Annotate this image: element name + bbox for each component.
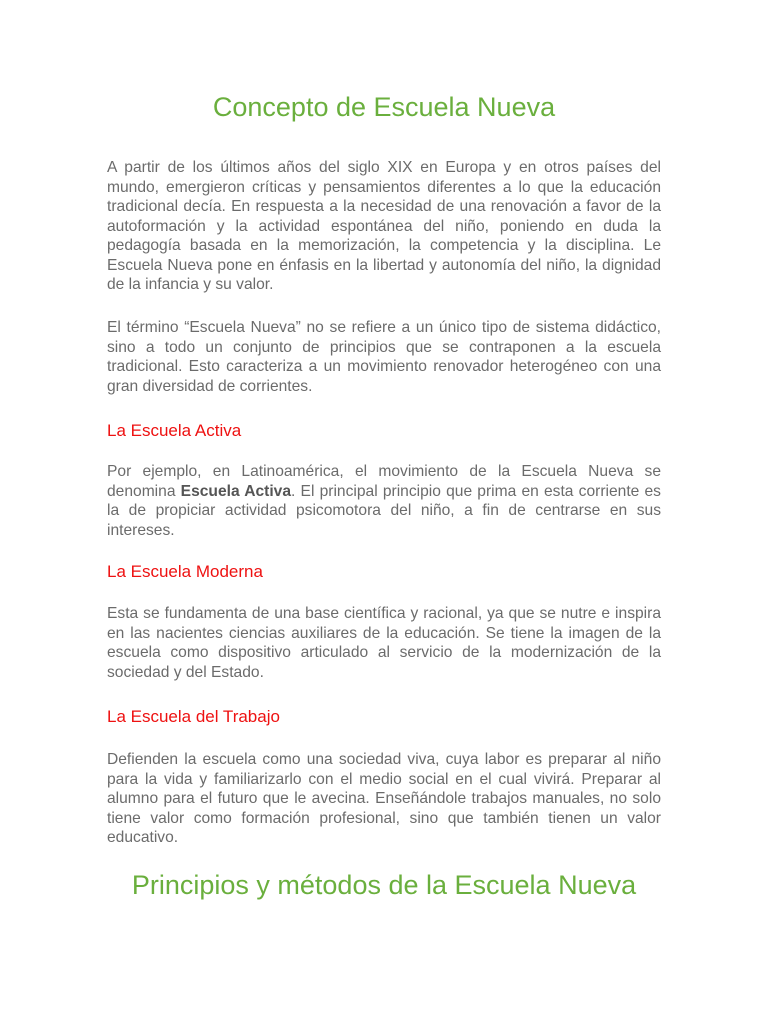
escuela-activa-bold-term: Escuela Activa [180, 482, 292, 500]
escuela-moderna-paragraph: Esta se fundamenta de una base científica y racional, ya que se nutre e inspira en las nacientes ciencias auxiliares de la educación. Se tiene la imagen de la escuela como dispositivo articulado al servicio de la modernización de la sociedad y del Estado. [107, 605, 661, 681]
escuela-activa-text-after: . El principal principio que prima en esta corriente es la de propiciar actividad psicomotora del niño, a fin de centrarse en sus intereses. [107, 482, 661, 539]
section-title-principios: Principios y métodos de la Escuela Nueva [131, 870, 637, 900]
escuela-activa-text-before: Por ejemplo, en Latinoamérica, el movimiento de la Escuela Nueva se denomina [107, 463, 661, 500]
escuela-trabajo-paragraph: Defienden la escuela como una sociedad viva, cuya labor es preparar al niño para la vida y familiarizarlo con el medio social en el cual vivirá. Preparar al alumno para el futuro que le avecina. Enseñándole trabajos manuales, no solo tiene valor como formación profesional, sino que también tienen un valor educativo. [107, 751, 661, 846]
termino-paragraph: El término “Escuela Nueva” no se refiere a un único tipo de sistema didáctico, sino a todo un conjunto de principios que se contraponen a la escuela tradicional. Esto caracteriza a un movimiento renovador heterogéneo con una gran diversidad de corrientes. [107, 319, 661, 395]
escuela-trabajo-heading: La Escuela del Trabajo [107, 707, 280, 726]
escuela-activa-heading: La Escuela Activa [107, 421, 242, 440]
escuela-activa-paragraph [107, 462, 661, 540]
intro-paragraph: A partir de los últimos años del siglo XIX en Europa y en otros países del mundo, emergieron críticas y pensamientos diferentes a lo que la educación tradicional decía. En respuesta a la necesidad de una renovación a favor de la autoformación y la actividad espontánea del niño, poniendo en duda la pedagogía basada en la memorización, la competencia y la disciplina. Le Escuela Nueva pone en énfasis en la libertad y autonomía del niño, la dignidad de la infancia y su valor. [107, 159, 661, 293]
escuela-moderna-heading: La Escuela Moderna [107, 562, 263, 581]
page-title: Concepto de Escuela Nueva [212, 92, 556, 122]
